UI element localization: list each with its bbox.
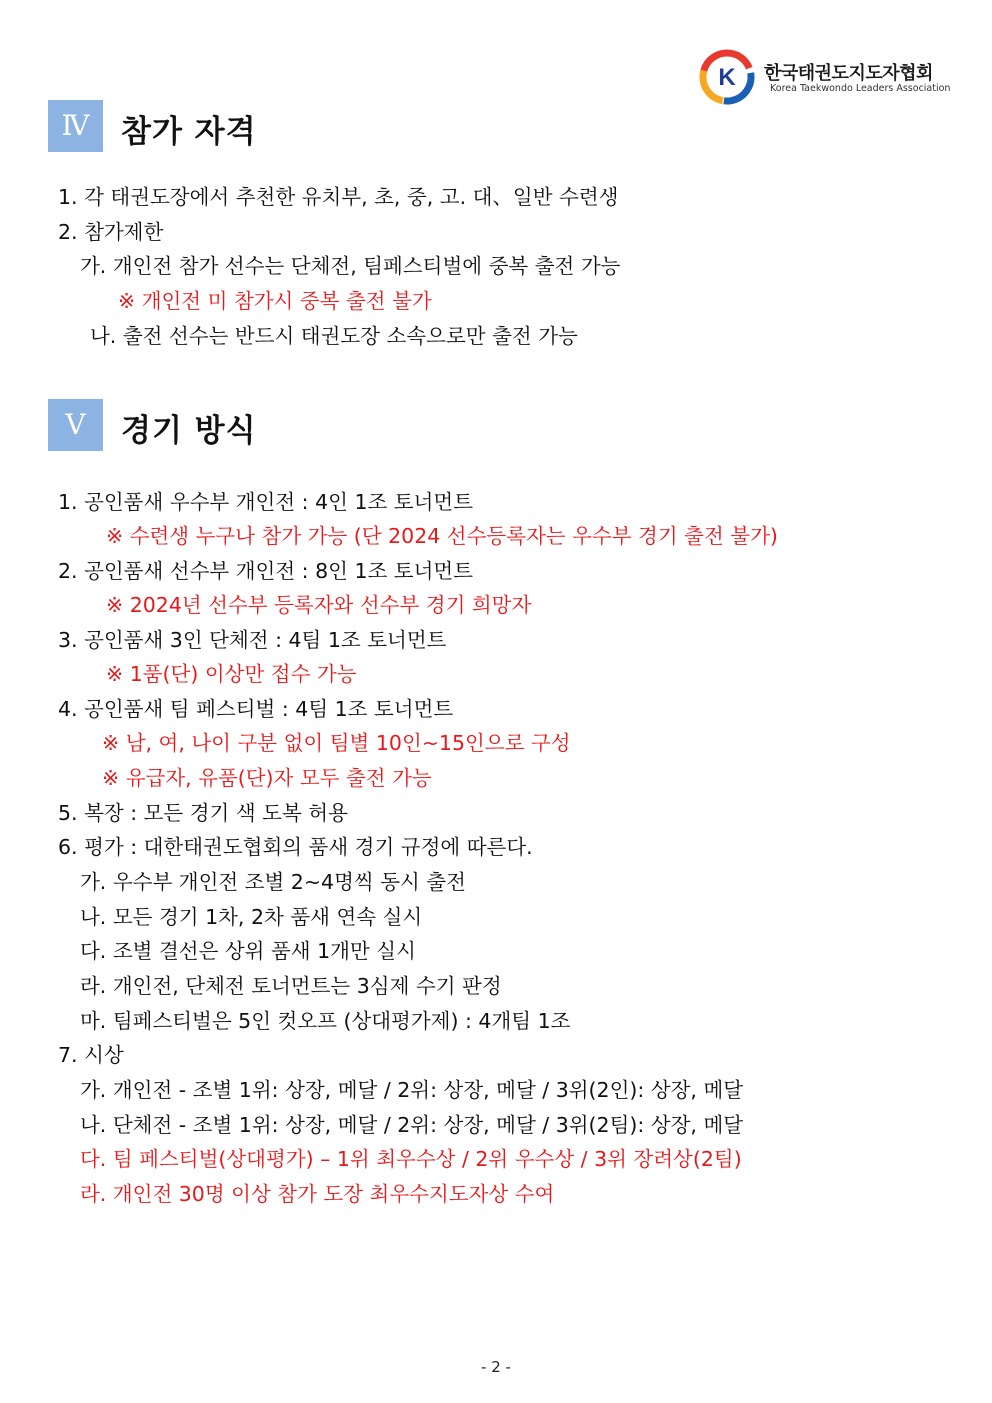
section-5-numeral: Ⅴ: [48, 399, 103, 451]
method-item-6c: 다. 조별 결선은 상위 품새 1개만 실시: [80, 939, 416, 963]
method-note-4b: ※ 유급자, 유품(단)자 모두 출전 가능: [102, 766, 432, 790]
award-item-c: 다. 팀 페스티벌(상대평가) – 1위 최우수상 / 2위 우수상 / 3위 장려상(2팀): [80, 1147, 742, 1171]
method-item-5: 5. 복장 : 모든 경기 색 도복 허용: [58, 801, 348, 825]
method-note-3: ※ 1품(단) 이상만 접수 가능: [106, 662, 357, 686]
method-item-7: 7. 시상: [58, 1043, 124, 1067]
method-item-3: 3. 공인품새 3인 단체전 : 4팀 1조 토너먼트: [58, 628, 447, 652]
section-5-title: 경기 방식: [121, 413, 257, 449]
award-item-b: 나. 단체전 - 조별 1위: 상장, 메달 / 2위: 상장, 메달 / 3위(2팀): 상장, 메달: [80, 1113, 744, 1137]
logo-subtitle: Korea Taekwondo Leaders Association: [770, 83, 951, 94]
method-item-6: 6. 평가 : 대한태권도협회의 품새 경기 규정에 따른다.: [58, 835, 533, 859]
eligibility-item-2: 2. 참가제한: [58, 220, 164, 244]
page-number: - 2 -: [481, 1358, 511, 1376]
eligibility-subitem-a: 가. 개인전 참가 선수는 단체전, 팀페스티벌에 중복 출전 가능: [80, 254, 621, 278]
method-item-2: 2. 공인품새 선수부 개인전 : 8인 1조 토너먼트: [58, 559, 474, 583]
eligibility-subitem-b: 나. 출전 선수는 반드시 태권도장 소속으로만 출전 가능: [90, 324, 578, 348]
k-emblem-icon: [698, 48, 756, 106]
method-note-1: ※ 수련생 누구나 참가 가능 (단 2024 선수등록자는 우수부 경기 출전 불가): [106, 524, 778, 548]
association-logo: [698, 48, 958, 106]
method-item-6e: 마. 팀페스티벌은 5인 컷오프 (상대평가제) : 4개팀 1조: [80, 1009, 571, 1033]
method-item-6b: 나. 모든 경기 1차, 2차 품새 연속 실시: [80, 905, 423, 929]
method-item-6d: 라. 개인전, 단체전 토너먼트는 3심제 수기 판정: [80, 974, 502, 998]
eligibility-item-1: 1. 각 태권도장에서 추천한 유치부, 초, 중, 고. 대、일반 수련생: [58, 185, 619, 209]
award-item-d: 라. 개인전 30명 이상 참가 도장 최우수지도자상 수여: [80, 1182, 555, 1206]
method-item-1: 1. 공인품새 우수부 개인전 : 4인 1조 토너먼트: [58, 490, 474, 514]
method-item-4: 4. 공인품새 팀 페스티벌 : 4팀 1조 토너먼트: [58, 697, 454, 721]
section-4-title: 참가 자격: [121, 114, 257, 150]
section-4-numeral: Ⅳ: [48, 100, 103, 152]
eligibility-note: ※ 개인전 미 참가시 중복 출전 불가: [118, 289, 432, 313]
method-note-4a: ※ 남, 여, 나이 구분 없이 팀별 10인~15인으로 구성: [102, 731, 571, 755]
method-note-2: ※ 2024년 선수부 등록자와 선수부 경기 희망자: [106, 593, 532, 617]
logo-letter: K: [718, 64, 736, 91]
award-item-a: 가. 개인전 - 조별 1위: 상장, 메달 / 2위: 상장, 메달 / 3위(2인): 상장, 메달: [80, 1078, 744, 1102]
method-item-6a: 가. 우수부 개인전 조별 2~4명씩 동시 출전: [80, 870, 466, 894]
logo-name: 한국태권도지도자협회: [764, 63, 933, 84]
